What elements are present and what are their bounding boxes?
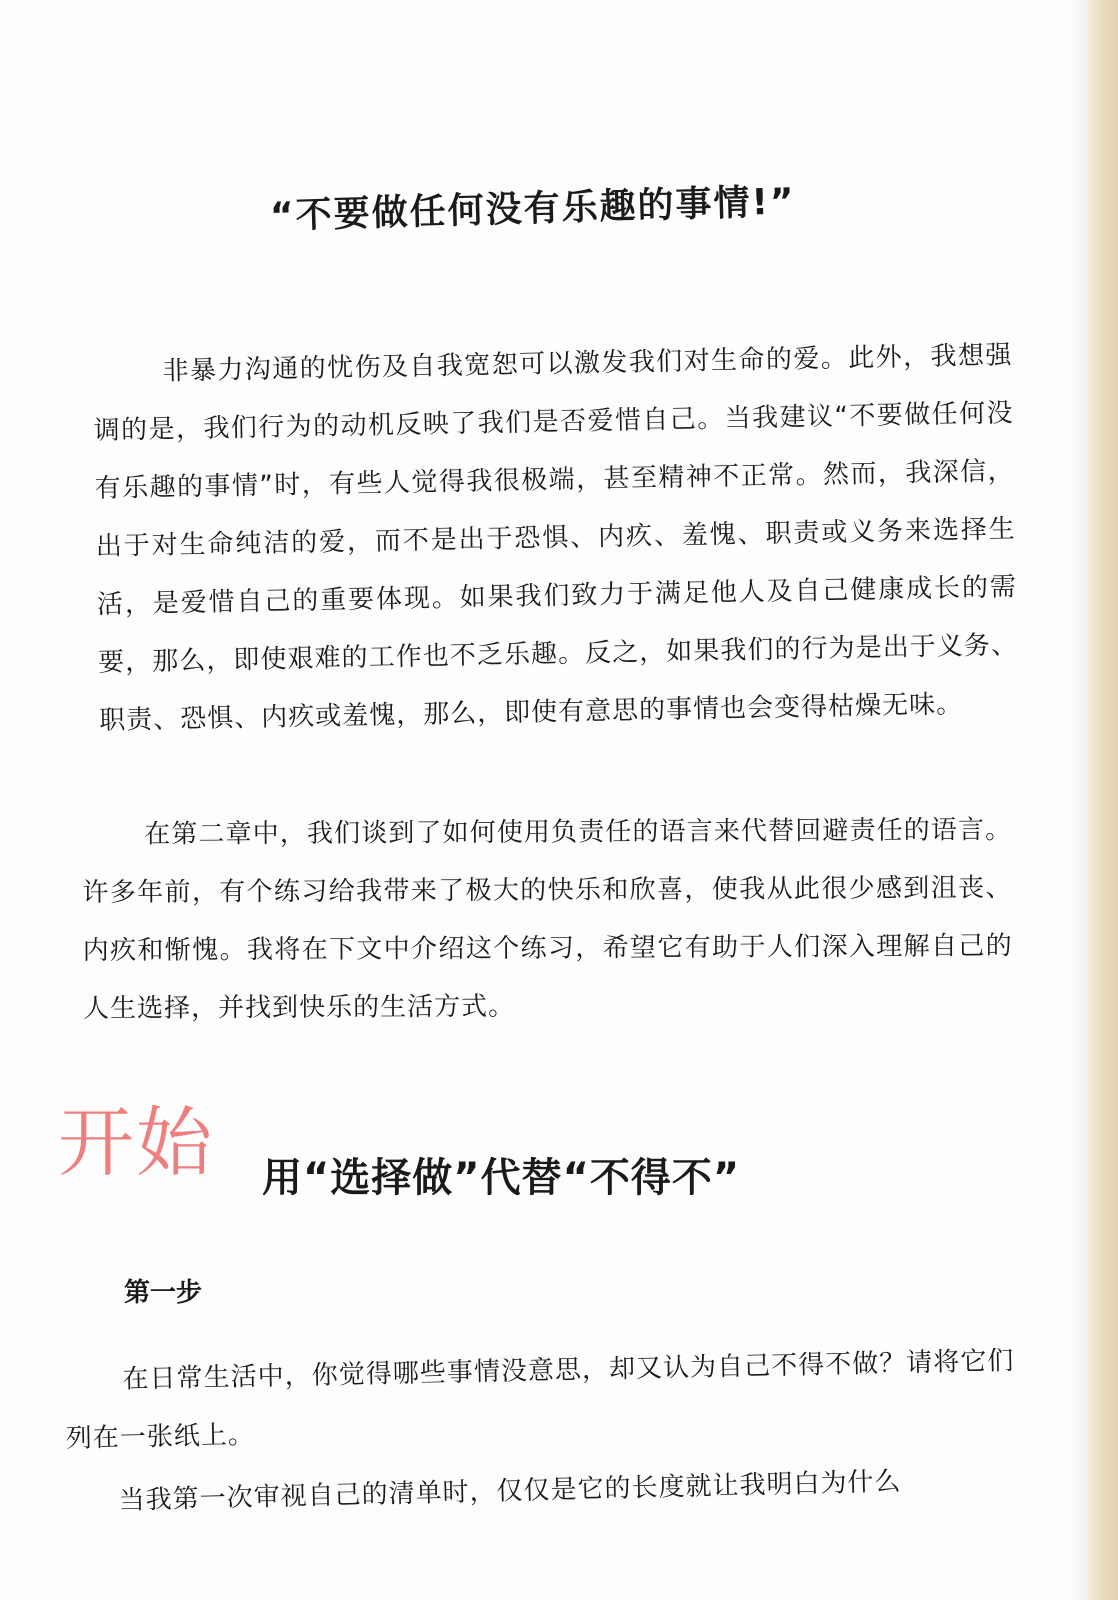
chapter-title: “不要做任何没有乐趣的事情!”	[269, 181, 797, 237]
last-line: 当我第一次审视自己的清单时，仅仅是它的长度就让我明白为什么	[118, 1466, 902, 1516]
paragraph-2: 在第二章中，我们谈到了如何使用负责任的语言来代替回避责任的语言。许多年前，有个练习给我带来了极大的快乐和欣喜，使我从此很少感到沮丧、内疚和惭愧。我将在下文中介绍这个练习，希望它有助于人们深入理解自己的人生选择，并找到快乐的生活方式。	[82, 815, 1013, 1024]
section-title: 用“选择做”代替“不得不”	[262, 1155, 741, 1201]
paragraph-1: 非暴力沟通的忧伤及自我宽恕可以激发我们对生命的爱。此外，我想强调的是，我们行为的动机反映了我们是否爱惜自己。当我建议“不要做任何没有乐趣的事情”时，有些人觉得我很极端，甚至精神不正常。然而，我深信，出于对生命纯洁的爱，而不是出于恐惧、内疚、羞愧、职责或义务来选择生活，是爱惜自己的重要体现。如果我们致力于满足他人及自己健康成长的需要，那么，即使艰难的工作也不乏乐趣。反之，如果我们的行为是出于义务、职责、恐惧、内疚或羞愧，那么，即使有意思的事情也会变得枯燥无味。	[93, 340, 1019, 736]
step-paragraph: 在日常生活中，你觉得哪些事情没意思，却又认为自己不得不做？请将它们列在一张纸上。	[65, 1346, 1015, 1454]
start-stamp: 开始	[58, 1098, 214, 1187]
step-title: 第一步	[124, 1278, 203, 1308]
